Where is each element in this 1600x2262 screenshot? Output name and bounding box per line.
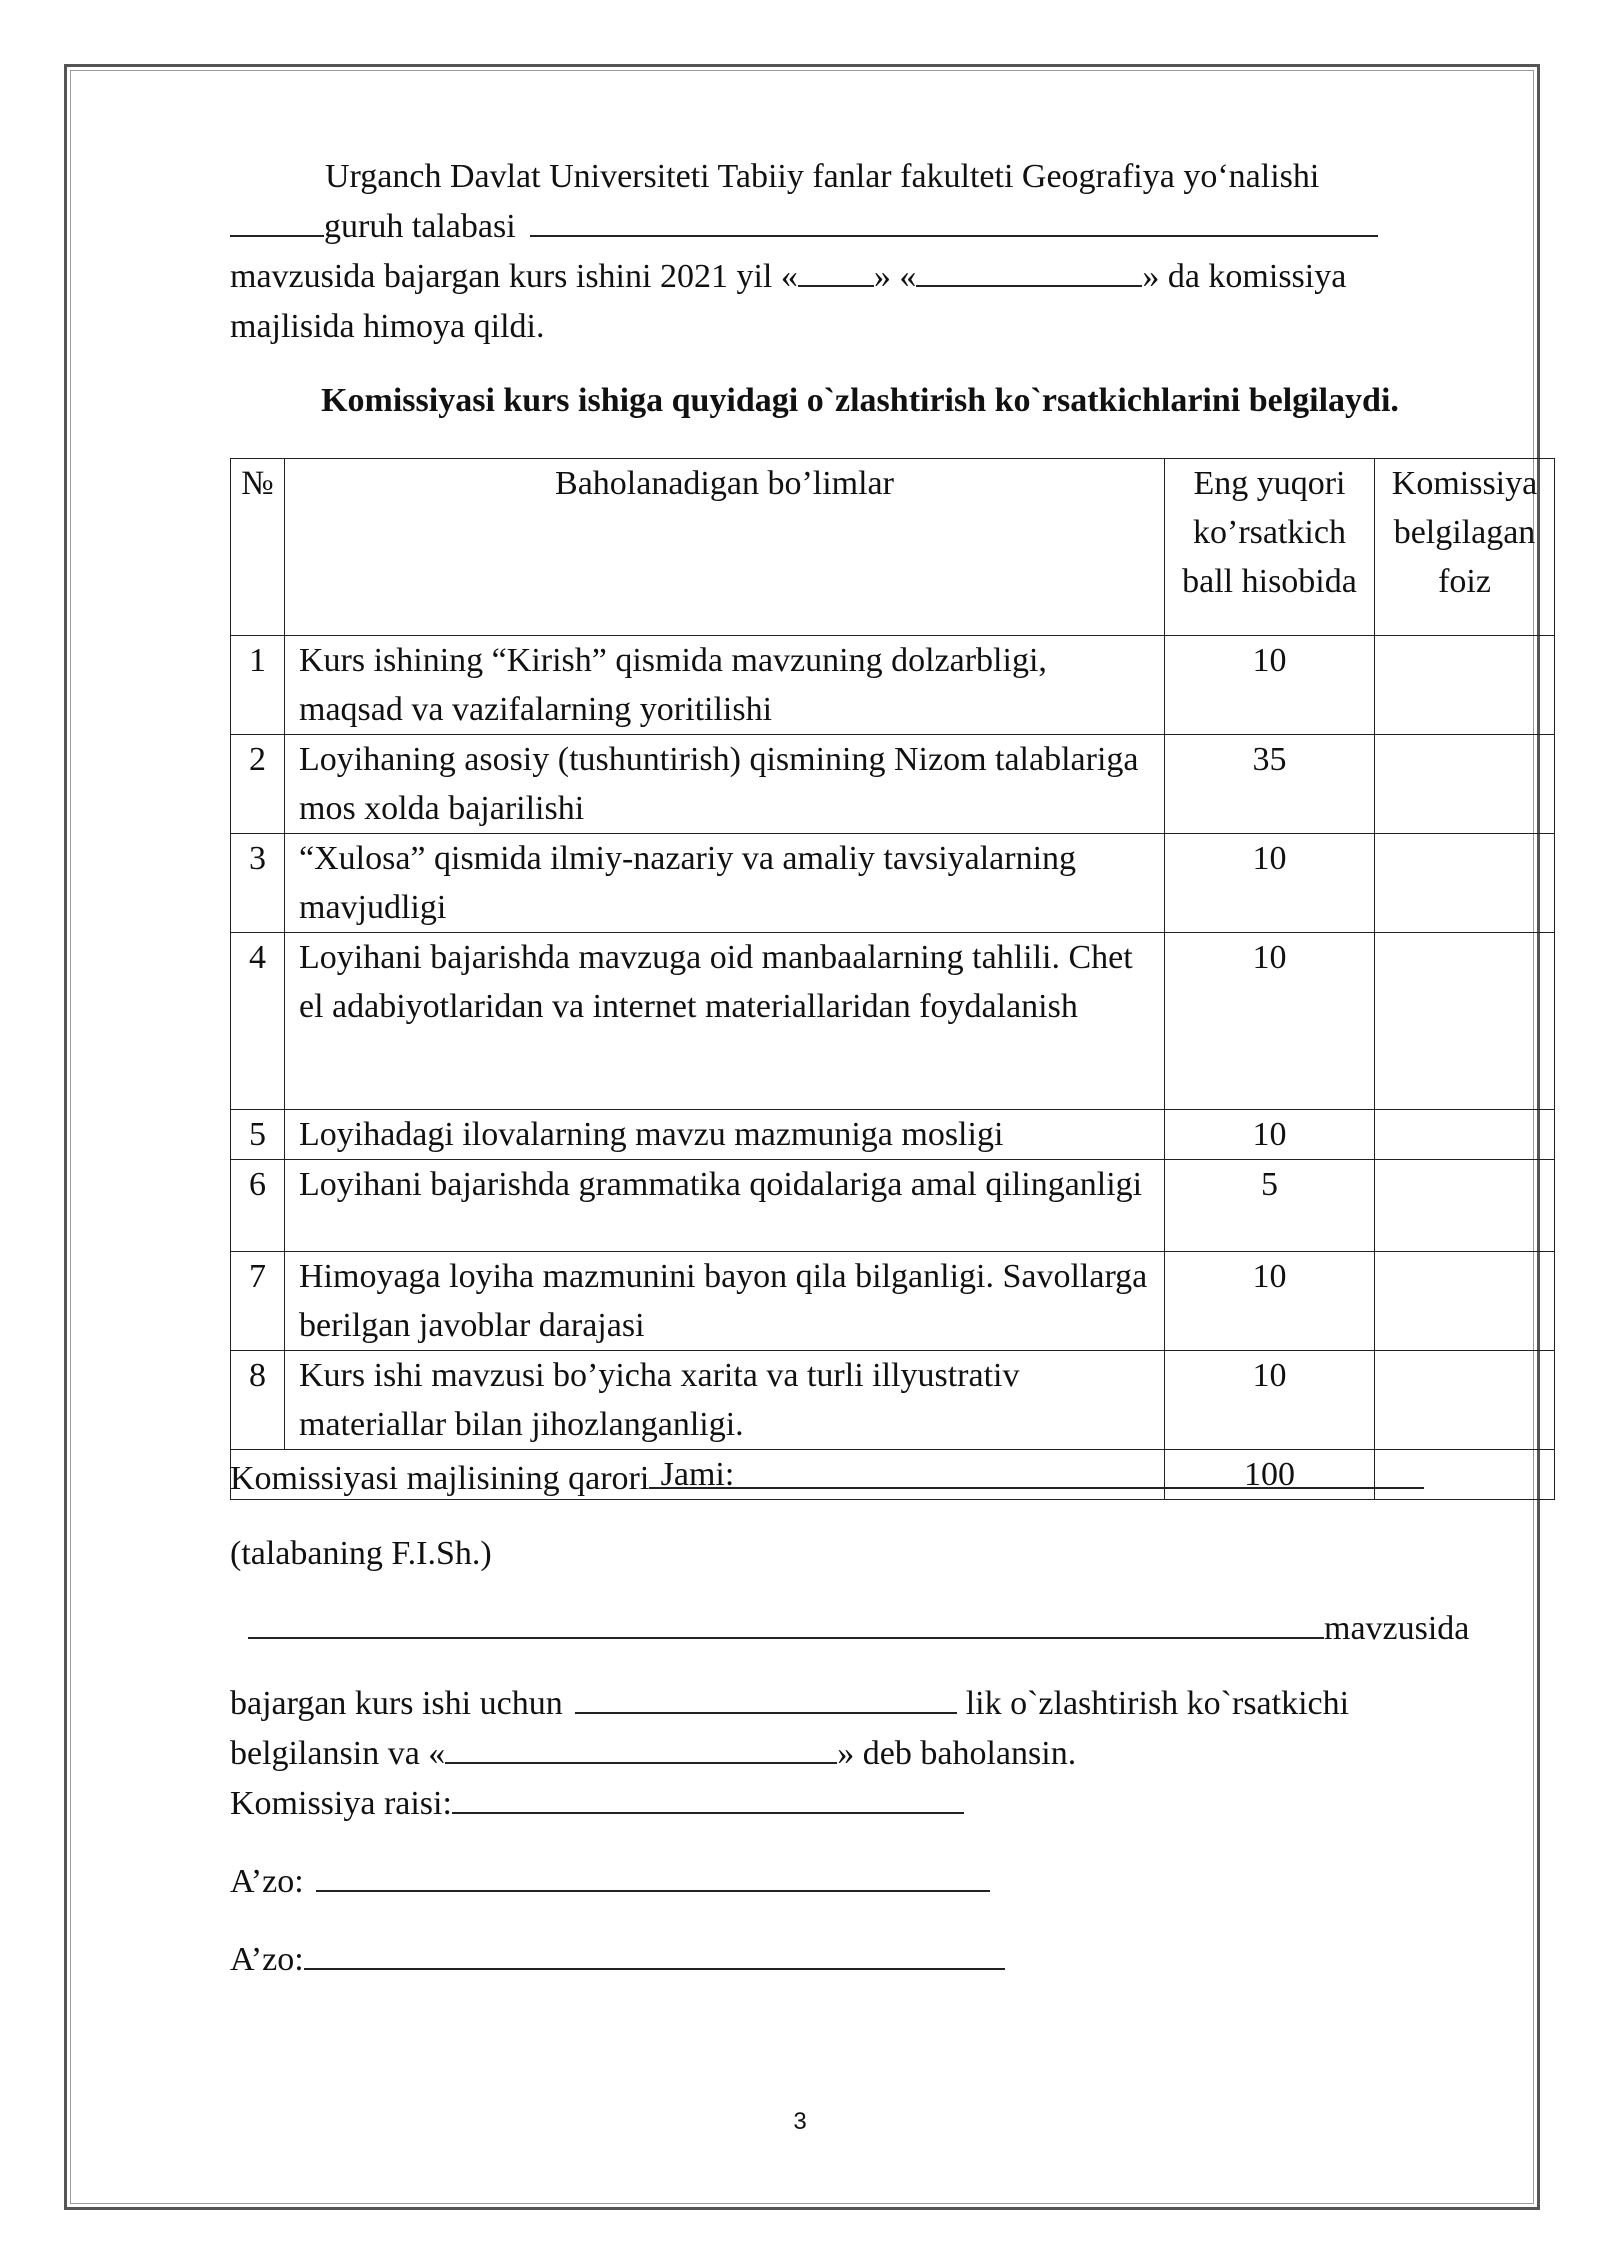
intro-line-2 [230,202,1378,252]
row-section: Loyihani bajarishda mavzuga oid manbaalarning tahlili. Chet el adabiyotlaridan va internet materiallaridan foydalanish [285,933,1165,1110]
grade-line [230,1729,1076,1779]
chairman-line [230,1779,964,1829]
table-row [231,834,1555,933]
row-max-score: 10 [1165,933,1375,1110]
topic-label: mavzusida [1324,1610,1470,1647]
row-number: 1 [231,636,285,735]
table-row [231,1252,1555,1351]
table-row [231,1160,1555,1252]
decision-label: Komissiyasi majlisining qarori [230,1460,650,1497]
row-section: “Xulosa” qismida ilmiy-nazariy va amaliy tavsiyalarning mavjudligi [285,834,1165,933]
decision-blank[interactable] [649,1455,1424,1489]
row-commission-cell[interactable] [1375,933,1555,1110]
row-max-score: 10 [1165,1110,1375,1160]
student-fish-label: (talabaning F.I.Sh.) [230,1535,492,1572]
row-commission-cell[interactable] [1375,1252,1555,1351]
topic-blank[interactable] [248,1605,1324,1639]
row-commission-cell[interactable] [1375,1351,1555,1450]
group-student-label: guruh talabasi [324,208,516,245]
day-blank[interactable] [798,253,874,287]
row-section: Kurs ishi mavzusi bo’yicha xarita va turli illyustrativ materiallar bilan jihozlanganligi. [285,1351,1165,1450]
header-number: № [231,459,285,636]
row-max-score: 35 [1165,735,1375,834]
row-section: Loyihaning asosiy (tushuntirish) qismining Nizom talablariga mos xolda bajarilishi [285,735,1165,834]
row-commission-cell[interactable] [1375,1160,1555,1252]
table-row [231,735,1555,834]
header-sections: Baholanadigan bo’limlar [285,459,1165,636]
row-max-score: 10 [1165,636,1375,735]
member-signature-blank-1[interactable] [316,1858,990,1892]
header-max-score: Eng yuqori ko’rsatkich ball hisobida [1165,459,1375,636]
member-signature-blank-2[interactable] [304,1936,1005,1970]
member-line-1 [230,1857,990,1907]
student-topic-blank[interactable] [530,203,1378,237]
member-label-1: A’zo: [230,1863,304,1900]
grade-blank[interactable] [445,1730,837,1764]
table-row [231,1110,1555,1160]
total-value: 100 [1165,1450,1375,1500]
row-number: 5 [231,1110,285,1160]
score-label-b: lik o`zlashtirish ko`rsatkichi [965,1685,1350,1722]
row-commission-cell[interactable] [1375,735,1555,834]
row-section: Kurs ishining “Kirish” qismida mavzuning dolzarbligi, maqsad va vazifalarning yoritilishi [285,636,1165,735]
intro-line-4: majlisida himoya qildi. [230,308,545,345]
intro-line-3-b: » « [873,258,917,295]
member-line-2 [230,1935,1005,1985]
row-number: 3 [231,834,285,933]
table-heading: Komissiyasi kurs ishiga quyidagi o`zlashtirish ko`rsatkichlarini belgilaydi. [321,382,1399,419]
grade-label-b: » deb baholansin. [837,1735,1077,1772]
row-section: Loyihani bajarishda grammatika qoidalariga amal qilinganligi [285,1160,1165,1252]
decision-line [230,1454,1424,1504]
header-commission-percent: Komissiya belgilagan foiz [1375,459,1555,636]
row-number: 4 [231,933,285,1110]
row-section: Loyihadagi ilovalarning mavzu mazmuniga mosligi [285,1110,1165,1160]
chairman-label: Komissiya raisi: [230,1785,452,1822]
score-line [230,1679,1349,1729]
row-section: Himoyaga loyiha mazmunini bayon qila bilganligi. Savollarga berilgan javoblar darajasi [285,1252,1165,1351]
row-number: 2 [231,735,285,834]
row-max-score: 5 [1165,1160,1375,1252]
table-header-row [231,459,1555,636]
table-row [231,933,1555,1110]
row-max-score: 10 [1165,834,1375,933]
row-number: 8 [231,1351,285,1450]
row-commission-cell[interactable] [1375,834,1555,933]
evaluation-table [230,458,1555,1500]
month-blank[interactable] [916,253,1142,287]
table-row [231,1351,1555,1450]
intro-line-1: Urganch Davlat Universiteti Tabiiy fanlar fakulteti Geografiya yo‘nalishi [325,158,1320,195]
group-blank[interactable] [230,203,324,237]
row-max-score: 10 [1165,1351,1375,1450]
score-blank[interactable] [575,1680,957,1714]
table-row [231,636,1555,735]
row-max-score: 10 [1165,1252,1375,1351]
page-number: 3 [793,2108,807,2135]
row-commission-cell[interactable] [1375,1110,1555,1160]
row-commission-cell[interactable] [1375,636,1555,735]
chairman-signature-blank[interactable] [452,1780,964,1814]
intro-line-3-c: » da komissiya [1142,258,1347,295]
intro-line-3 [230,252,1346,302]
intro-line-3-a: mavzusida bajargan kurs ishini 2021 yil « [230,258,798,295]
member-label-2: A’zo: [230,1941,304,1978]
row-number: 6 [231,1160,285,1252]
row-number: 7 [231,1252,285,1351]
score-label-a: bajargan kurs ishi uchun [230,1685,563,1722]
total-label: Jami: [231,1450,1165,1500]
topic-line [248,1604,1469,1654]
grade-label-a: belgilansin va « [230,1735,446,1772]
